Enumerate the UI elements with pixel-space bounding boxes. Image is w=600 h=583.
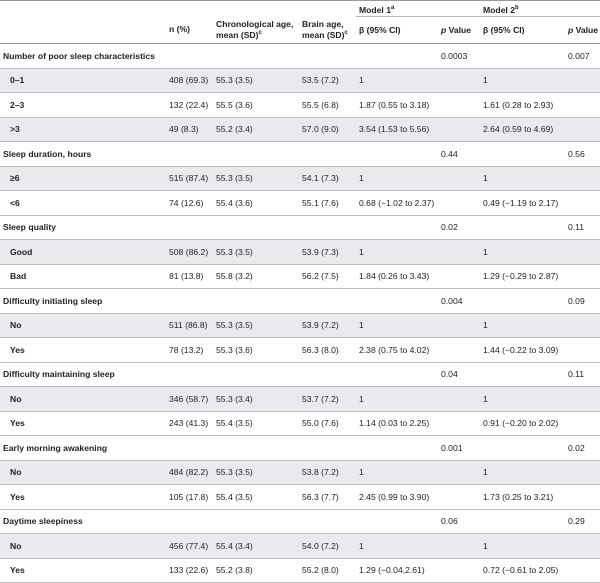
model2-p-value: 0.09 [565,289,600,314]
group-title: Sleep quality [0,215,166,240]
model2-header: Model 2$^b$ [480,1,600,17]
empty-cell [480,215,565,240]
chronological-age: 55.8 (3.2) [213,264,299,289]
empty-cell [438,387,480,412]
brain-age: 53.8 (7.2) [299,460,356,485]
empty-cell [480,44,565,69]
empty-cell [166,142,213,167]
model2-beta: 1 [480,68,565,93]
model1-p-value: 0.004 [438,289,480,314]
empty-cell [565,387,600,412]
empty-cell [565,460,600,485]
n-percent: 484 (82.2) [166,460,213,485]
empty-cell [565,534,600,559]
row-label: Yes [0,558,166,583]
empty-cell [565,191,600,216]
empty-cell [438,411,480,436]
brain-age: 53.7 (7.2) [299,387,356,412]
model2-p-value: 0.29 [565,509,600,534]
header-row-models [0,1,600,17]
row-label: Yes [0,411,166,436]
chronological-age: 55.3 (3.5) [213,166,299,191]
empty-cell [565,68,600,93]
row-label: No [0,313,166,338]
group-title: Difficulty maintaining sleep [0,362,166,387]
empty-cell [480,289,565,314]
brain-age-header: Brain age, mean (SD)$^c$ [299,17,356,44]
model2-p-value: 0.11 [565,215,600,240]
group-title: Early morning awakening [0,436,166,461]
model2-beta: 0.72 (−0.61 to 2.05) [480,558,565,583]
empty-cell [565,117,600,142]
brain-age: 54.1 (7.3) [299,166,356,191]
model1-p-header: p Value [438,17,480,44]
brain-age: 53.9 (7.3) [299,240,356,265]
table-row [0,68,600,93]
model1-beta: 1 [356,387,438,412]
empty-cell [166,362,213,387]
model1-beta: 1 [356,534,438,559]
n-percent: 49 (8.3) [166,117,213,142]
model1-beta-header: β (95% CI) [356,17,438,44]
model2-beta: 1.29 (−0.29 to 2.87) [480,264,565,289]
empty-cell [565,264,600,289]
empty-cell [356,362,438,387]
model2-beta: 1 [480,460,565,485]
empty-cell [213,215,299,240]
empty-cell [438,191,480,216]
empty-cell [299,44,356,69]
empty-cell [356,44,438,69]
row-label: 2–3 [0,93,166,118]
group-row [0,436,600,461]
chronological-age: 55.3 (3.5) [213,68,299,93]
model1-beta: 1.29 (−0.04,2.61) [356,558,438,583]
model2-p-value: 0.007 [565,44,600,69]
model1-beta: 1 [356,68,438,93]
chronological-age: 55.3 (3.5) [213,313,299,338]
empty-cell [299,215,356,240]
table-row [0,313,600,338]
empty-cell [356,436,438,461]
empty-cell [438,534,480,559]
empty-cell [356,509,438,534]
model2-beta: 1.61 (0.28 to 2.93) [480,93,565,118]
model1-p-value: 0.06 [438,509,480,534]
n-percent: 74 (12.6) [166,191,213,216]
table-row [0,460,600,485]
chronological-age: 55.4 (3.6) [213,191,299,216]
chronological-age: 55.3 (3.5) [213,460,299,485]
empty-cell [213,509,299,534]
empty-cell [213,289,299,314]
table-row [0,534,600,559]
n-percent: 78 (13.2) [166,338,213,363]
model1-beta: 2.38 (0.75 to 4.02) [356,338,438,363]
brain-age: 56.3 (8.0) [299,338,356,363]
empty-cell [480,509,565,534]
model1-p-value: 0.0003 [438,44,480,69]
n-percent: 508 (86.2) [166,240,213,265]
model2-beta: 1 [480,166,565,191]
model2-beta: 1.44 (−0.22 to 3.09) [480,338,565,363]
row-label: >3 [0,117,166,142]
n-header: n (%) [166,17,213,44]
brain-age: 56.3 (7.7) [299,485,356,510]
empty-cell [480,436,565,461]
n-percent: 346 (58.7) [166,387,213,412]
empty-cell [438,338,480,363]
n-percent: 511 (86.8) [166,313,213,338]
table-row [0,240,600,265]
model2-beta: 1 [480,313,565,338]
group-row [0,509,600,534]
model2-beta: 0.49 (−1.19 to 2.17) [480,191,565,216]
model1-beta: 0.68 (−1.02 to 2.37) [356,191,438,216]
row-label: <6 [0,191,166,216]
model1-beta: 1.84 (0.26 to 3.43) [356,264,438,289]
empty-cell [438,460,480,485]
model2-beta: 2.64 (0.59 to 4.69) [480,117,565,142]
empty-cell [166,44,213,69]
model2-beta: 1.73 (0.25 to 3.21) [480,485,565,510]
table-row [0,558,600,583]
brain-age: 53.9 (7.2) [299,313,356,338]
row-label: No [0,534,166,559]
empty-cell [565,558,600,583]
empty-cell [565,338,600,363]
empty-cell [565,240,600,265]
model2-beta: 1 [480,387,565,412]
empty-cell [438,264,480,289]
table-row [0,93,600,118]
empty-cell [356,289,438,314]
empty-cell [299,509,356,534]
model2-beta: 1 [480,534,565,559]
group-row [0,142,600,167]
group-title: Daytime sleepiness [0,509,166,534]
chronological-age: 55.3 (3.4) [213,387,299,412]
empty-cell [356,215,438,240]
model1-p-value: 0.04 [438,362,480,387]
empty-cell [480,362,565,387]
empty-cell [299,362,356,387]
table-row [0,191,600,216]
brain-age: 53.5 (7.2) [299,68,356,93]
chronological-age: 55.4 (3.4) [213,534,299,559]
group-row [0,215,600,240]
empty-cell [565,93,600,118]
empty-cell [480,142,565,167]
row-label: Yes [0,338,166,363]
brain-age: 57.0 (9.0) [299,117,356,142]
brain-age: 55.0 (7.6) [299,411,356,436]
group-row [0,44,600,69]
n-percent: 132 (22.4) [166,93,213,118]
empty-cell [166,289,213,314]
n-percent: 105 (17.8) [166,485,213,510]
chronological-age: 55.3 (3.5) [213,240,299,265]
n-percent: 456 (77.4) [166,534,213,559]
n-percent: 81 (13.8) [166,264,213,289]
chronological-age: 55.3 (3.6) [213,338,299,363]
model1-beta: 2.45 (0.99 to 3.90) [356,485,438,510]
model2-p-value: 0.11 [565,362,600,387]
chronological-age: 55.5 (3.6) [213,93,299,118]
row-label: Yes [0,485,166,510]
brain-age: 55.1 (7.6) [299,191,356,216]
group-row [0,289,600,314]
empty-cell [299,289,356,314]
table-row [0,264,600,289]
empty-cell [438,93,480,118]
chronological-age: 55.2 (3.8) [213,558,299,583]
empty-cell [299,142,356,167]
model1-beta: 1 [356,460,438,485]
empty-cell [166,509,213,534]
model1-header: Model 1$^a$ [356,1,480,17]
n-percent: 133 (22.6) [166,558,213,583]
empty-cell [565,166,600,191]
empty-cell [438,166,480,191]
empty-cell [438,117,480,142]
table-row [0,387,600,412]
table-row [0,117,600,142]
group-row [0,362,600,387]
model1-p-value: 0.02 [438,215,480,240]
row-label: ≥6 [0,166,166,191]
empty-cell [299,436,356,461]
model1-beta: 3.54 (1.53 to 5.56) [356,117,438,142]
group-title: Number of poor sleep characteristics [0,44,166,69]
header-row-columns [0,17,600,44]
empty-cell [166,215,213,240]
model2-beta-header: β (95% CI) [480,17,565,44]
model2-p-value: 0.56 [565,142,600,167]
model1-beta: 1 [356,313,438,338]
model1-p-value: 0.001 [438,436,480,461]
brain-age: 55.5 (6.8) [299,93,356,118]
n-percent: 243 (41.3) [166,411,213,436]
group-title: Sleep duration, hours [0,142,166,167]
model1-beta: 1.14 (0.03 to 2.25) [356,411,438,436]
empty-cell [438,240,480,265]
brain-age: 56.2 (7.5) [299,264,356,289]
empty-cell [213,44,299,69]
chronological-age: 55.4 (3.5) [213,485,299,510]
n-percent: 515 (87.4) [166,166,213,191]
model1-beta: 1.87 (0.55 to 3.18) [356,93,438,118]
table-row [0,411,600,436]
empty-cell [565,411,600,436]
empty-cell [438,558,480,583]
model1-p-value: 0.44 [438,142,480,167]
table-row [0,166,600,191]
row-label: 0–1 [0,68,166,93]
group-title: Difficulty initiating sleep [0,289,166,314]
model2-p-header: p Value [565,17,600,44]
model1-beta: 1 [356,240,438,265]
chronological-age: 55.4 (3.5) [213,411,299,436]
empty-cell [213,362,299,387]
chrono-age-header: Chronological age, mean (SD)$^c$ [213,17,299,44]
brain-age: 55.2 (8.0) [299,558,356,583]
empty-cell [166,436,213,461]
row-label: No [0,460,166,485]
row-label: Good [0,240,166,265]
empty-cell [438,313,480,338]
brain-age: 54.0 (7.2) [299,534,356,559]
chronological-age: 55.2 (3.4) [213,117,299,142]
model2-p-value: 0.02 [565,436,600,461]
empty-cell [565,313,600,338]
n-percent: 408 (69.3) [166,68,213,93]
model2-beta: 0.91 (−0.20 to 2.02) [480,411,565,436]
row-label: No [0,387,166,412]
empty-cell [356,142,438,167]
empty-cell [213,142,299,167]
row-label: Bad [0,264,166,289]
empty-cell [213,436,299,461]
empty-cell [438,68,480,93]
model1-beta: 1 [356,166,438,191]
table-row [0,338,600,363]
model2-beta: 1 [480,240,565,265]
